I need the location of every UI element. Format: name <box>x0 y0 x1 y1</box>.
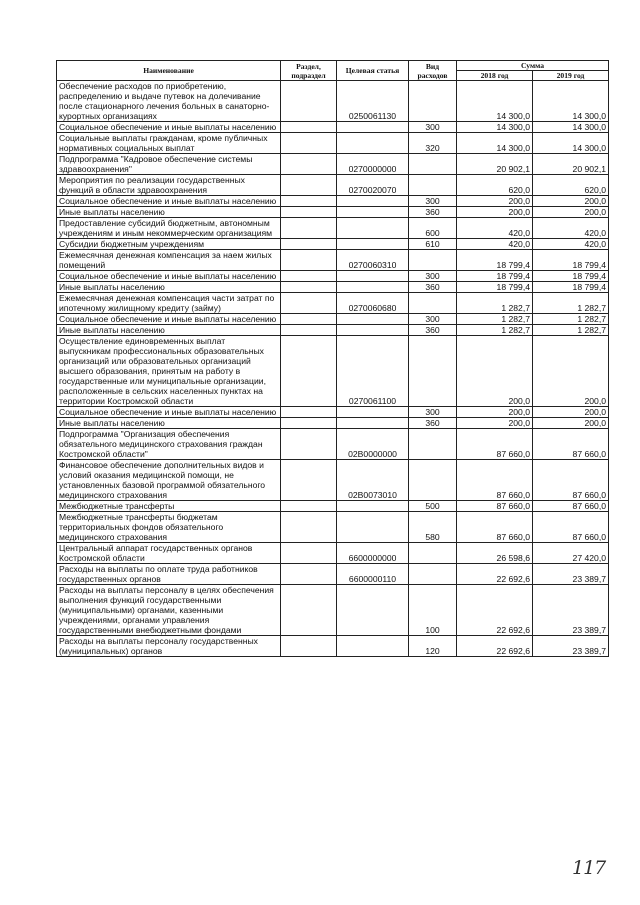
cell-name: Иные выплаты населению <box>57 325 281 336</box>
cell-target <box>337 585 409 636</box>
cell-section <box>281 501 337 512</box>
table-row <box>57 81 609 122</box>
table-row <box>57 325 609 336</box>
table-row <box>57 133 609 154</box>
cell-name: Социальные выплаты гражданам, кроме публичных нормативных социальных выплат <box>57 133 281 154</box>
cell-y2018: 14 300,0 <box>457 122 533 133</box>
cell-section <box>281 564 337 585</box>
cell-y2019: 87 660,0 <box>533 429 609 460</box>
cell-name: Расходы на выплаты персоналу в целях обеспечения выполнения функций государственными (муниципальными) органами, казенными учреждениями, органами управления государственными внебюджетными фондами <box>57 585 281 636</box>
header-name: Наименование <box>57 61 281 81</box>
cell-target <box>337 501 409 512</box>
cell-name: Социальное обеспечение и иные выплаты населению <box>57 122 281 133</box>
cell-y2018: 87 660,0 <box>457 460 533 501</box>
cell-section <box>281 293 337 314</box>
cell-y2019: 420,0 <box>533 239 609 250</box>
cell-section <box>281 512 337 543</box>
cell-target: 0270060310 <box>337 250 409 271</box>
cell-kind: 360 <box>409 207 457 218</box>
cell-kind: 100 <box>409 585 457 636</box>
cell-target: 0270061100 <box>337 336 409 407</box>
cell-name: Межбюджетные трансферты <box>57 501 281 512</box>
cell-y2019: 1 282,7 <box>533 293 609 314</box>
cell-target <box>337 133 409 154</box>
cell-name: Субсидии бюджетным учреждениям <box>57 239 281 250</box>
cell-name: Иные выплаты населению <box>57 418 281 429</box>
cell-target <box>337 512 409 543</box>
table-row <box>57 407 609 418</box>
cell-kind: 300 <box>409 314 457 325</box>
cell-name: Обеспечение расходов по приобретению, распределению и выдаче путевок на долечивание после стационарного лечения больных в санаторно-курортных организациях <box>57 81 281 122</box>
cell-section <box>281 250 337 271</box>
cell-y2019: 620,0 <box>533 175 609 196</box>
cell-y2019: 87 660,0 <box>533 512 609 543</box>
cell-target: 0270060680 <box>337 293 409 314</box>
cell-y2019: 14 300,0 <box>533 81 609 122</box>
cell-y2019: 23 389,7 <box>533 585 609 636</box>
cell-kind <box>409 175 457 196</box>
cell-target <box>337 325 409 336</box>
cell-y2018: 620,0 <box>457 175 533 196</box>
table-row <box>57 207 609 218</box>
cell-kind: 500 <box>409 501 457 512</box>
cell-y2019: 200,0 <box>533 196 609 207</box>
cell-target: 02В0073010 <box>337 460 409 501</box>
cell-section <box>281 282 337 293</box>
table-row <box>57 293 609 314</box>
cell-y2019: 14 300,0 <box>533 122 609 133</box>
cell-kind <box>409 543 457 564</box>
cell-name: Иные выплаты населению <box>57 207 281 218</box>
cell-section <box>281 460 337 501</box>
cell-kind: 360 <box>409 325 457 336</box>
cell-section <box>281 271 337 282</box>
cell-name: Социальное обеспечение и иные выплаты населению <box>57 196 281 207</box>
cell-section <box>281 636 337 657</box>
budget-table <box>56 60 609 657</box>
cell-y2019: 200,0 <box>533 407 609 418</box>
cell-y2018: 420,0 <box>457 218 533 239</box>
table-row <box>57 512 609 543</box>
cell-kind <box>409 250 457 271</box>
cell-target <box>337 282 409 293</box>
cell-target <box>337 239 409 250</box>
cell-name: Мероприятия по реализации государственных функций в области здравоохранения <box>57 175 281 196</box>
cell-y2019: 1 282,7 <box>533 314 609 325</box>
cell-target: 0270000000 <box>337 154 409 175</box>
cell-section <box>281 196 337 207</box>
table-row <box>57 271 609 282</box>
cell-kind <box>409 429 457 460</box>
page-number: 117 <box>572 857 606 879</box>
cell-y2019: 23 389,7 <box>533 564 609 585</box>
cell-y2018: 420,0 <box>457 239 533 250</box>
cell-name: Ежемесячная денежная компенсация за наем жилых помещений <box>57 250 281 271</box>
cell-section <box>281 175 337 196</box>
cell-section <box>281 314 337 325</box>
cell-kind: 610 <box>409 239 457 250</box>
cell-y2018: 14 300,0 <box>457 133 533 154</box>
cell-name: Социальное обеспечение и иные выплаты населению <box>57 271 281 282</box>
cell-name: Центральный аппарат государственных органов Костромской области <box>57 543 281 564</box>
cell-target: 0250061130 <box>337 81 409 122</box>
cell-section <box>281 407 337 418</box>
cell-y2018: 200,0 <box>457 418 533 429</box>
cell-y2018: 200,0 <box>457 407 533 418</box>
table-row <box>57 154 609 175</box>
cell-target <box>337 314 409 325</box>
cell-target <box>337 418 409 429</box>
table-row <box>57 175 609 196</box>
cell-name: Межбюджетные трансферты бюджетам территориальных фондов обязательного медицинского страхования <box>57 512 281 543</box>
cell-y2018: 22 692,6 <box>457 564 533 585</box>
cell-y2018: 200,0 <box>457 207 533 218</box>
table-header <box>57 61 609 81</box>
cell-y2018: 87 660,0 <box>457 501 533 512</box>
cell-y2018: 18 799,4 <box>457 271 533 282</box>
cell-y2018: 200,0 <box>457 336 533 407</box>
table-row <box>57 543 609 564</box>
cell-kind <box>409 154 457 175</box>
cell-target <box>337 218 409 239</box>
cell-name: Финансовое обеспечение дополнительных видов и условий оказания медицинской помощи, не установленных базовой программой обязательного медицинского страхования <box>57 460 281 501</box>
cell-y2019: 1 282,7 <box>533 325 609 336</box>
cell-section <box>281 336 337 407</box>
cell-target: 6600000110 <box>337 564 409 585</box>
cell-target: 0270020070 <box>337 175 409 196</box>
header-target: Целевая статья <box>337 61 409 81</box>
cell-name: Социальное обеспечение и иные выплаты населению <box>57 314 281 325</box>
header-sum: Сумма <box>457 61 609 71</box>
cell-y2018: 14 300,0 <box>457 81 533 122</box>
cell-y2019: 27 420,0 <box>533 543 609 564</box>
cell-target <box>337 636 409 657</box>
cell-target <box>337 407 409 418</box>
cell-y2018: 1 282,7 <box>457 293 533 314</box>
cell-name: Расходы на выплаты персоналу государственных (муниципальных) органов <box>57 636 281 657</box>
cell-kind: 360 <box>409 418 457 429</box>
cell-y2018: 200,0 <box>457 196 533 207</box>
cell-y2019: 420,0 <box>533 218 609 239</box>
cell-y2018: 20 902,1 <box>457 154 533 175</box>
cell-kind: 360 <box>409 282 457 293</box>
cell-y2019: 20 902,1 <box>533 154 609 175</box>
table-row <box>57 585 609 636</box>
table-row <box>57 501 609 512</box>
cell-kind: 300 <box>409 122 457 133</box>
header-2019: 2019 год <box>533 71 609 81</box>
cell-kind: 300 <box>409 407 457 418</box>
cell-name: Расходы на выплаты по оплате труда работников государственных органов <box>57 564 281 585</box>
cell-target <box>337 271 409 282</box>
cell-kind: 300 <box>409 196 457 207</box>
cell-y2019: 87 660,0 <box>533 501 609 512</box>
cell-y2019: 200,0 <box>533 207 609 218</box>
table-row <box>57 460 609 501</box>
cell-y2018: 87 660,0 <box>457 429 533 460</box>
cell-target: 02В0000000 <box>337 429 409 460</box>
cell-section <box>281 122 337 133</box>
cell-section <box>281 429 337 460</box>
cell-kind: 580 <box>409 512 457 543</box>
cell-y2018: 18 799,4 <box>457 282 533 293</box>
table-row <box>57 336 609 407</box>
cell-kind <box>409 336 457 407</box>
cell-kind <box>409 564 457 585</box>
cell-kind <box>409 293 457 314</box>
header-2018: 2018 год <box>457 71 533 81</box>
cell-y2019: 23 389,7 <box>533 636 609 657</box>
cell-section <box>281 239 337 250</box>
cell-y2018: 87 660,0 <box>457 512 533 543</box>
cell-name: Подпрограмма "Организация обеспечения обязательного медицинского страхования граждан Костромской области" <box>57 429 281 460</box>
cell-target: 6600000000 <box>337 543 409 564</box>
cell-section <box>281 154 337 175</box>
cell-section <box>281 325 337 336</box>
cell-name: Подпрограмма "Кадровое обеспечение системы здравоохранения" <box>57 154 281 175</box>
table-row <box>57 122 609 133</box>
table-row <box>57 218 609 239</box>
cell-kind <box>409 81 457 122</box>
cell-kind: 600 <box>409 218 457 239</box>
cell-section <box>281 585 337 636</box>
table-row <box>57 418 609 429</box>
table-row <box>57 250 609 271</box>
cell-section <box>281 81 337 122</box>
cell-kind: 120 <box>409 636 457 657</box>
cell-name: Предоставление субсидий бюджетным, автономным учреждениям и иным некоммерческим организациям <box>57 218 281 239</box>
cell-kind: 320 <box>409 133 457 154</box>
cell-y2019: 18 799,4 <box>533 282 609 293</box>
cell-y2019: 18 799,4 <box>533 271 609 282</box>
cell-y2018: 22 692,6 <box>457 585 533 636</box>
cell-section <box>281 218 337 239</box>
table-row <box>57 282 609 293</box>
cell-target <box>337 122 409 133</box>
header-kind: Вид расходов <box>409 61 457 81</box>
table-row <box>57 314 609 325</box>
cell-section <box>281 207 337 218</box>
table-row <box>57 564 609 585</box>
cell-name: Иные выплаты населению <box>57 282 281 293</box>
cell-y2019: 200,0 <box>533 336 609 407</box>
table-row <box>57 196 609 207</box>
cell-kind <box>409 460 457 501</box>
cell-y2018: 1 282,7 <box>457 325 533 336</box>
cell-y2019: 14 300,0 <box>533 133 609 154</box>
cell-y2018: 26 598,6 <box>457 543 533 564</box>
cell-y2019: 87 660,0 <box>533 460 609 501</box>
table-row <box>57 239 609 250</box>
cell-section <box>281 418 337 429</box>
cell-section <box>281 133 337 154</box>
cell-y2019: 18 799,4 <box>533 250 609 271</box>
cell-y2018: 22 692,6 <box>457 636 533 657</box>
table-row <box>57 636 609 657</box>
cell-y2018: 1 282,7 <box>457 314 533 325</box>
table-body <box>57 81 609 657</box>
cell-section <box>281 543 337 564</box>
cell-kind: 300 <box>409 271 457 282</box>
cell-name: Ежемесячная денежная компенсация части затрат по ипотечному жилищному кредиту (займу) <box>57 293 281 314</box>
cell-target <box>337 196 409 207</box>
cell-y2018: 18 799,4 <box>457 250 533 271</box>
header-section: Раздел, подраздел <box>281 61 337 81</box>
cell-y2019: 200,0 <box>533 418 609 429</box>
cell-target <box>337 207 409 218</box>
cell-name: Социальное обеспечение и иные выплаты населению <box>57 407 281 418</box>
table-row <box>57 429 609 460</box>
cell-name: Осуществление единовременных выплат выпускникам профессиональных образовательных организаций или образовательных организаций высшего образования, принятым на работу в государственные или муниципальные организации, расположенные в сельских населенных пунктах на территории Костромской области <box>57 336 281 407</box>
